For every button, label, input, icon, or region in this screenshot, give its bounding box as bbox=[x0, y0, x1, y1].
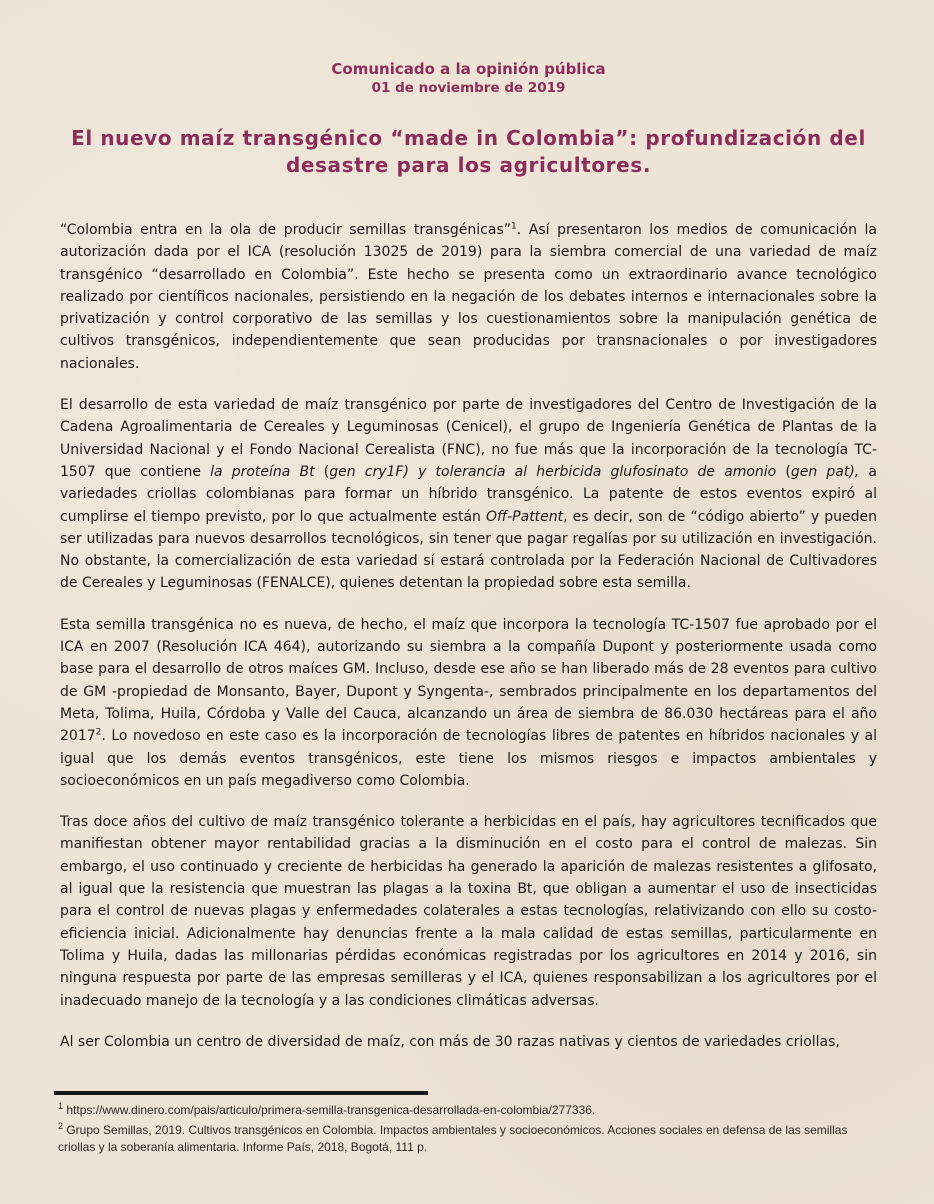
document-body bbox=[60, 219, 877, 1053]
paragraph-2-text-d: a variedades criollas colombianas para formar un híbrido transgénico. La patente de estos eventos expiró al cumplirse el tiempo previsto, por lo que actualmente están bbox=[60, 463, 877, 525]
paragraph-2-text-a: El desarrollo de esta variedad de maíz transgénico por parte de investigadores del Centro de Investigación de la Cadena Agroalimentaria de Cereales y Leguminosas (Cenicel), el grupo de Ingeniería Genética de Plantas de la Universidad Nacional y el Fondo Nacional Cerealista (FNC), no fue más que la incorporación de la tecnología TC-1507 que contiene bbox=[60, 397, 877, 480]
footnote-2 bbox=[58, 1122, 876, 1157]
paragraph-3-text-b: . Lo novedoso en este caso es la incorporación de tecnologías libres de patentes en híbridos nacionales y al igual que los demás eventos transgénicos, este tiene los mismos riesgos e impactos ambientales y socioeconómicos en un país megadiverso como Colombia. bbox=[60, 728, 877, 789]
paragraph-2 bbox=[60, 394, 877, 595]
paragraph-1 bbox=[60, 219, 877, 375]
footnotes bbox=[58, 1102, 876, 1159]
footnote-2-text: Grupo Semillas, 2019. Cultivos transgénicos en Colombia. Impactos ambientales y socioeconómicos. Acciones sociales en defensa de las semillas criollas y la soberanía alimentaria. Informe País, 2018, Bogotá, 111 p. bbox=[58, 1122, 848, 1154]
paragraph-2-text-b: ( bbox=[314, 463, 330, 480]
paragraph-4: Tras doce años del cultivo de maíz transgénico tolerante a herbicidas en el país, hay agricultores tecnificados que manifiestan obtener mayor rentabilidad gracias a la disminución en el costo para el control de malezas. Sin embargo, el uso continuado y creciente de herbicidas ha generado la aparición de malezas resistentes a glifosato, al igual que la resistencia que muestran las plagas a la toxina Bt, que obligan a aumentar el uso de insecticidas para el control de nuevas plagas y enfermedades colaterales a estas tecnologías, relativizando con ello su costo-eficiencia inicial. Adicionalmente hay denuncias frente a la mala calidad de estas semillas, particularmente en Tolima y Huila, dadas las millonarias pérdidas económicas registradas por los agricultores en 2014 y 2016, sin ninguna respuesta por parte de las empresas semilleras y el ICA, quienes responsabilizan a los agricultores por el inadecuado manejo de la tecnología y a las condiciones climáticas adversas. bbox=[60, 814, 877, 1009]
paragraph-2-italic-3: gen pat), bbox=[790, 463, 860, 480]
footnote-1-mark: 1 bbox=[58, 1101, 64, 1111]
paragraph-2-text-e: , es decir, son de “código abierto” y pueden ser utilizadas para nuevos desarrollos tecnológicos, sin tener que pagar regalías por su utilización en investigación. No obstante, la comercialización de esta variedad sí estará controlada por la Federación Nacional de Cultivadores de Cereales y Leguminosas (FENALCE), quienes detentan la propiedad sobre esta semilla. bbox=[60, 508, 877, 592]
paragraph-5: Al ser Colombia un centro de diversidad de maíz, con más de 30 razas nativas y cientos de variedades criollas, bbox=[60, 1033, 840, 1050]
communique-header bbox=[60, 0, 877, 97]
paragraph-2-italic-2: gen cry1F) y tolerancia al herbicida glufosinato de amonio bbox=[329, 463, 777, 480]
communique-label: Comunicado a la opinión pública bbox=[331, 60, 606, 78]
paragraph-3 bbox=[60, 614, 877, 792]
document-title: El nuevo maíz transgénico “made in Colombia”: profundización del desastre para los agricultores. bbox=[71, 126, 866, 177]
footnote-divider bbox=[54, 1091, 428, 1095]
communique-date: 01 de noviembre de 2019 bbox=[371, 80, 566, 96]
paragraph-3-text-a: Esta semilla transgénica no es nueva, de hecho, el maíz que incorpora la tecnología TC-1507 fue aprobado por el ICA en 2007 (Resolución ICA 464), autorizando su siembra a la compañía Dupont y posteriormente usada como base para el desarrollo de otros maíces GM. Incluso, desde ese año se han liberado más de 28 eventos para cultivo de GM -propiedad de Monsanto, Bayer, Dupont y Syngenta-, sembrados principalmente en los departamentos del Meta, Tolima, Huila, Córdoba y Valle del Cauca, alcanzando un área de siembra de 86.030 hectáreas para el año 2017 bbox=[60, 616, 877, 745]
footnote-1-link[interactable]: https://www.dinero.com/pais/articulo/primera-semilla-transgenica-desarrollada-en-colombia/277336. bbox=[63, 1103, 596, 1117]
paragraph-1-text-a: “Colombia entra en la ola de producir semillas transgénicas” bbox=[60, 222, 511, 238]
paragraph-2-text-c: ( bbox=[776, 463, 791, 480]
footnote-1 bbox=[58, 1102, 876, 1120]
paragraph-2-italic-1: la proteína Bt bbox=[210, 463, 315, 480]
paragraph-2-italic-4: Off-Pattent bbox=[486, 508, 564, 525]
paragraph-1-text-b: . Así presentaron los medios de comunicación la autorización dada por el ICA (resolución 13025 de 2019) para la siembra comercial de una variedad de maíz transgénico “desarrollado en Colombia”. Este hecho se presenta como un extraordinario avance tecnológico realizado por científicos nacionales, persistiendo en la negación de los debates internos e internacionales sobre la privatización y control corporativo de las semillas y los cuestionamientos sobre la manipulación genética de cultivos transgénicos, independientemente que sean producidas por transnacionales o por investigadores nacionales. bbox=[60, 222, 877, 372]
footnote-ref-1: 1 bbox=[511, 221, 517, 232]
footnote-ref-2: 2 bbox=[95, 727, 102, 738]
footnote-2-mark: 2 bbox=[58, 1120, 64, 1131]
